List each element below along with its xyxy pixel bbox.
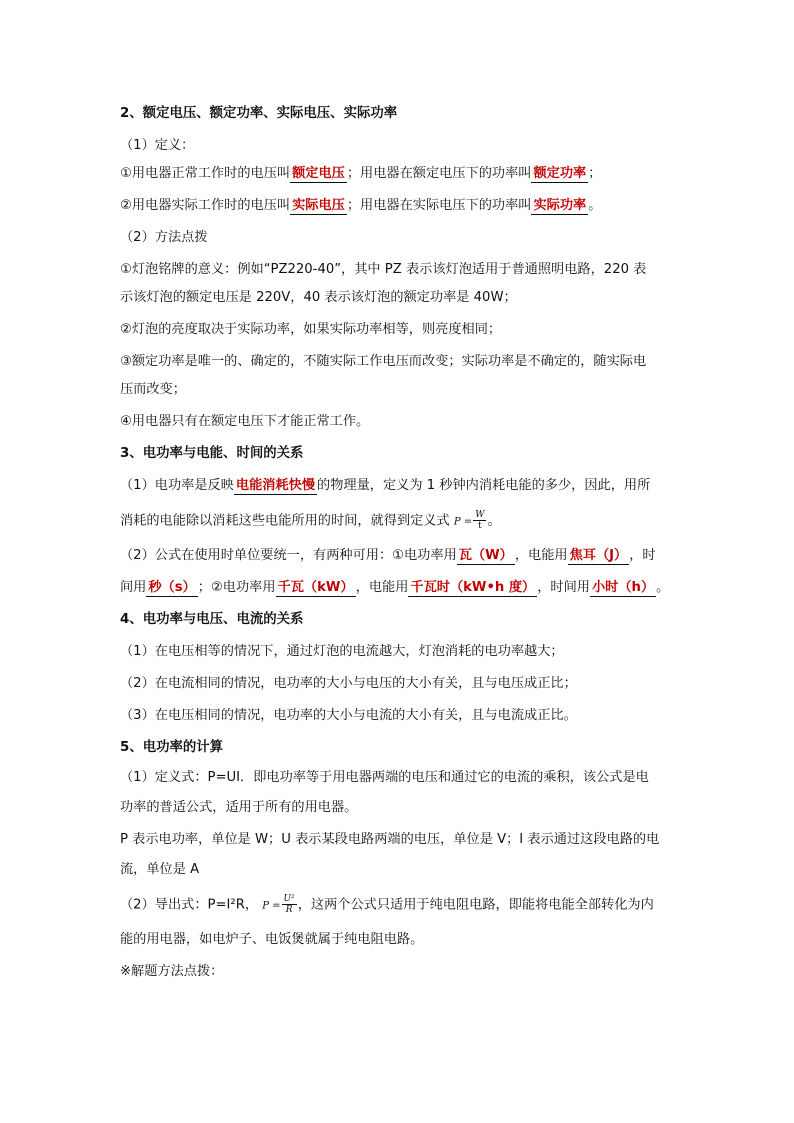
answer-hour: 小时（h）	[592, 580, 655, 595]
s5-line-3c: 能的用电器，如电炉子、电饭煲就属于纯电阻电路。	[120, 932, 424, 947]
s5-line-1a: （1）定义式：P=UI．即电功率等于用电器两端的电压和通过它的电流的乘积，该公式是电	[120, 770, 649, 785]
s4-line-1: （1）在电压相等的情况下，通过灯泡的电流越大，灯泡消耗的电功率越大；	[120, 644, 564, 659]
s5-line-3a: （2）导出式：P=I²R， P = $\frac{\text{U²}}{R}$ ，这两个公式只适用于纯电阻电路，即能将电能全部转化为内	[120, 894, 654, 915]
formula-w-over-t: $\frac{W}{t}$	[475, 510, 485, 531]
s5-line-2b: 流，单位是 A	[120, 862, 200, 877]
formula-u2-over-r: $\frac{\text{U²}}{R}$	[283, 894, 295, 915]
section-3-title: 3、电功率与电能、时间的关系	[120, 446, 304, 461]
s3-para1-line1: （1）电功率是反映 电能消耗快慢 的物理量，定义为 1 秒钟内消耗电能的多少，因此，用所	[120, 478, 651, 493]
section-4-title: 4、电功率与电压、电流的关系	[120, 612, 304, 627]
s5-line-1b: 功率的普适公式，适用于所有的用电器。	[120, 800, 358, 815]
definition-line-1: ①用电器正常工作时的电压叫 额定电压 ；用电器在额定电压下的功率叫 额定功率 ；	[120, 166, 602, 181]
answer-joule: 焦耳（J）	[569, 548, 628, 563]
method-label: （2）方法点拨	[120, 230, 208, 245]
answer-second: 秒（s）	[148, 580, 196, 595]
answer-energy-rate: 电能消耗快慢	[235, 478, 316, 493]
s3-para1-line2: 消耗的电能除以消耗这些电能所用的时间，就得到定义式 P = $\frac{W}{t}$ 。	[120, 510, 501, 531]
definition-label: （1）定义：	[120, 138, 195, 153]
s3-para2-line2: 间用 秒（s） ；②电功率用 千瓦（kW） ，电能用 千瓦时（kW•h 度） ，时间用 小时（h） 。	[120, 580, 670, 595]
answer-rated-power: 额定功率	[533, 166, 587, 181]
formula-p-label-2: P =	[262, 900, 281, 912]
method-line-4: ④用电器只有在额定电压下才能正常工作。	[120, 414, 370, 429]
section-2-title: 2、额定电压、额定功率、实际电压、实际功率	[120, 106, 398, 121]
method-line-1b: 示该灯泡的额定电压是 220V，40 表示该灯泡的额定功率是 40W；	[120, 290, 517, 305]
answer-kilowatt-hour: 千瓦时（kW•h 度）	[410, 580, 536, 595]
s5-line-2a: P 表示电功率，单位是 W；U 表示某段电路两端的电压，单位是 V；I 表示通过这段电路的电	[120, 832, 660, 847]
answer-actual-power: 实际功率	[533, 198, 587, 213]
method-line-3b: 压而改变；	[120, 382, 186, 397]
answer-rated-voltage: 额定电压	[292, 166, 345, 181]
method-line-2: ②灯泡的亮度取决于实际功率，如果实际功率相等，则亮度相同；	[120, 322, 502, 337]
section-5-title: 5、电功率的计算	[120, 740, 224, 755]
method-line-1a: ①灯泡铭牌的意义：例如“PZ220-40”，其中 PZ 表示该灯泡适用于普通照明电路，220 表	[120, 262, 647, 277]
s4-line-3: （3）在电压相同的情况，电功率的大小与电流的大小有关，且与电流成正比。	[120, 708, 577, 723]
solving-tips-label: ※解题方法点拨：	[120, 964, 224, 979]
answer-kilowatt: 千瓦（kW）	[277, 580, 354, 595]
s3-para2-line1: （2）公式在使用时单位要统一，有两种可用：①电功率用 瓦（W） ，电能用 焦耳（J） ，时	[120, 548, 656, 563]
method-line-3a: ③额定功率是唯一的、确定的，不随实际工作电压而改变；实际功率是不确定的，随实际电	[120, 354, 647, 369]
s4-line-2: （2）在电流相同的情况，电功率的大小与电压的大小有关，且与电压成正比；	[120, 676, 577, 691]
answer-watt: 瓦（W）	[458, 548, 513, 563]
definition-line-2: ②用电器实际工作时的电压叫 实际电压 ；用电器在实际电压下的功率叫 实际功率 。	[120, 198, 602, 213]
answer-actual-voltage: 实际电压	[292, 198, 345, 213]
formula-p-label: P =	[453, 516, 473, 528]
